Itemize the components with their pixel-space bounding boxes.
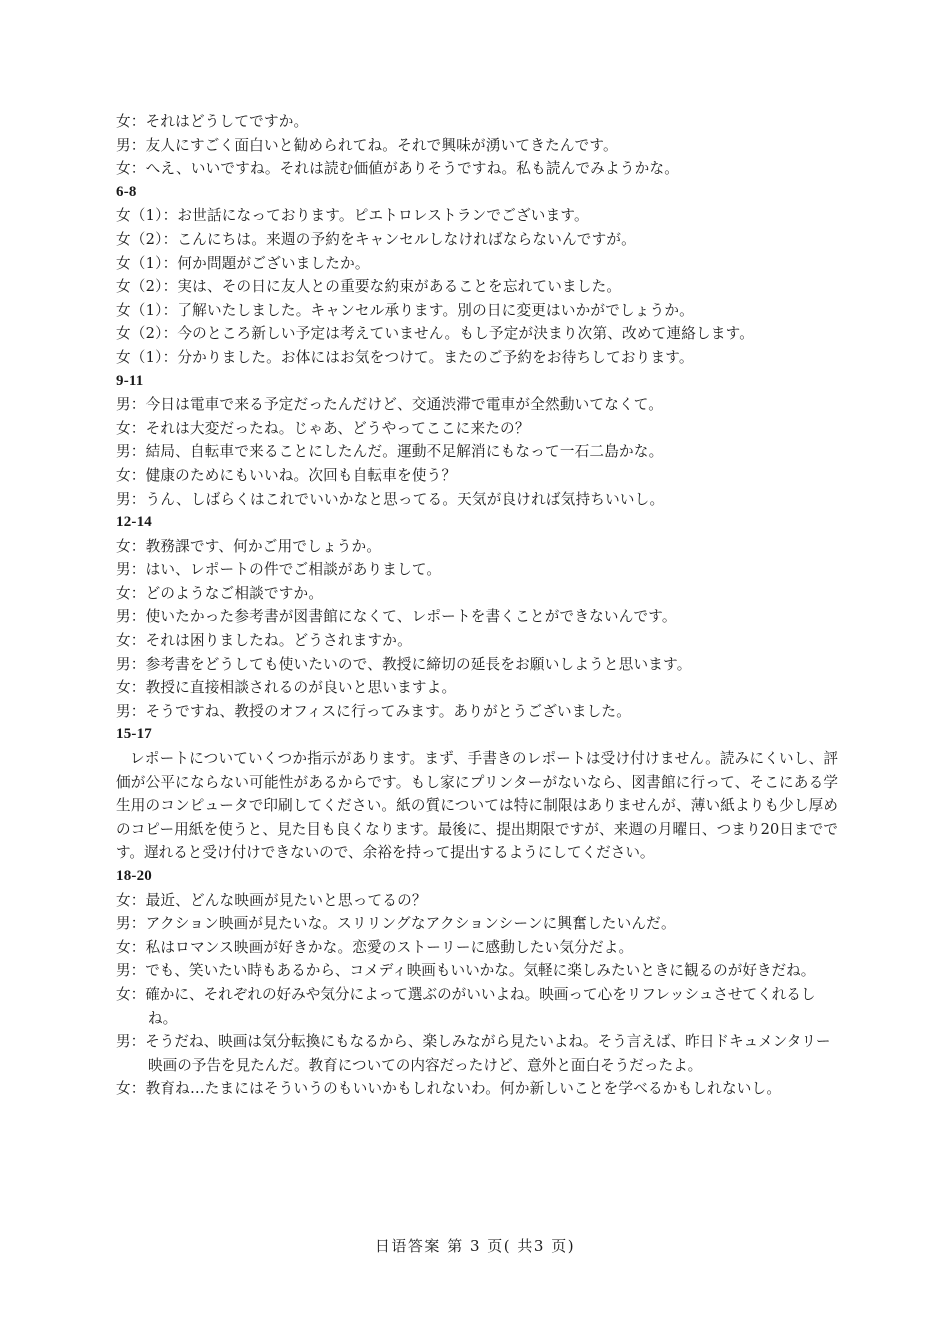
dialogue-line: 男：アクション映画が見たいな。スリリングなアクションシーンに興奮したいんだ。 [116, 915, 676, 933]
dialogue-line: 女（1）：何か問題がございましたか。 [116, 254, 370, 272]
dialogue-line: 男：そうですね、教授のオフィスに行ってみます。ありがとうございました。 [116, 702, 632, 720]
dialogue-line: 女（1）：分かりました。お体にはお気をつけて。またのご予約をお待ちしております。 [116, 348, 694, 366]
dialogue-line: 男：今日は電車で来る予定だったんだけど、交通渋滞で電車が全然動いてなくて。 [116, 396, 664, 414]
dialogue-line: 女（2）：実は、その日に友人との重要な約束があることを忘れていました。 [116, 278, 622, 296]
dialogue-line: 女：それはどうしてですか。 [116, 113, 309, 130]
dialogue-line: 女：健康のためにもいいね。次回も自転車を使う？ [116, 466, 457, 484]
dialogue-line: 男：うん、しばらくはこれでいいかなと思ってる。天気が良ければ気持ちいいし。 [116, 490, 665, 508]
dialogue-line: 男：そうだね、映画は気分転換にもなるから、楽しみながら見たいよね。そう言えば、昨日ドキュメンタリー映画の予告を見たんだ。教育についての内容だったけど、意外と面白そうだったよ。 [116, 1033, 831, 1074]
dialogue-line: 男：はい、レポートの件でご相談がありまして。 [116, 561, 442, 579]
dialogue-line: 男：参考書をどうしても使いたいので、教授に締切の延長をお願いしようと思います。 [116, 655, 692, 673]
dialogue-line: 女：私はロマンス映画が好きかな。恋愛のストーリーに感動したい気分だよ。 [116, 938, 634, 956]
section-label-12-14: 12-14 [116, 514, 152, 531]
dialogue-line: 女：最近、どんな映画が見たいと思ってるの？ [116, 891, 427, 909]
dialogue-line: 女（1）：了解いたしました。キャンセル承ります。別の日に変更はいかがでしょうか。 [116, 301, 694, 319]
dialogue-line: 女（2）：今のところ新しい予定は考えていません。もし予定が決まり次第、改めて連絡します。 [116, 325, 755, 343]
transcript-body [116, 110, 838, 1101]
dialogue-line: 女：それは大変だったね。じゃあ、どうやってここに来たの？ [116, 419, 530, 437]
dialogue-line: 男：結局、自転車で来ることにしたんだ。運動不足解消にもなって一石二島かな。 [116, 443, 664, 461]
instruction-paragraph: レポートについていくつか指示があります。まず、手書きのレポートは受け付けません。読みにくいし、評価が公平にならない可能性があるからです。もし家にプリンターがないなら、図書館に行って、そこにある学生用のコンピュータで印刷してください。紙の質については特に制限はありませんが、薄い紙よりも少し厚めのコピー用紙を使うと、見た目も良くなります。最後に、提出期限ですが、来週の月曜日、つまり20日までです。遅れると受け付けできないので、余裕を持って提出するようにしてください。 [116, 750, 838, 862]
dialogue-line: 女：教育ね…たまにはそういうのもいいかもしれないわ。何か新しいことを学べるかもしれないし。 [116, 1080, 782, 1098]
section-label-15-17: 15-17 [116, 726, 152, 743]
dialogue-line: 女：へえ、いいですね。それは読む価値がありそうですね。私も読んでみようかな。 [116, 160, 680, 178]
dialogue-line: 女：教授に直接相談されるのが良いと思いますよ。 [116, 679, 457, 697]
dialogue-line: 女：どのようなご相談ですか。 [116, 584, 324, 602]
section-label-18-20: 18-20 [116, 868, 152, 884]
section-label-9-11: 9-11 [116, 372, 144, 389]
dialogue-line: 女：それは困りましたね。どうされますか。 [116, 632, 412, 650]
section-label-6-8: 6-8 [116, 183, 137, 200]
dialogue-line: 女：教務課です、何かご用でしょうか。 [116, 537, 382, 555]
dialogue-line: 女（2）：こんにちは。来週の予約をキャンセルしなければならないんですが。 [116, 230, 636, 248]
page-footer: 日语答案 第 3 页( 共3 页) [374, 1237, 576, 1255]
dialogue-line: 男：使いたかった参考書が図書館になくて、レポートを書くことができないんです。 [116, 608, 677, 626]
dialogue-line: 男：でも、笑いたい時もあるから、コメディ映画もいいかな。気軽に楽しみたいときに観るのが好きだね。 [116, 962, 816, 980]
dialogue-line: 女：確かに、それぞれの好みや気分によって選ぶのがいいよね。映画って心をリフレッシュさせてくれるしね。 [116, 985, 816, 1027]
dialogue-line: 女（1）：お世話になっております。ピエトロレストランでございます。 [116, 207, 589, 225]
dialogue-line: 男：友人にすごく面白いと勧められてね。それで興味が湧いてきたんです。 [116, 136, 618, 154]
